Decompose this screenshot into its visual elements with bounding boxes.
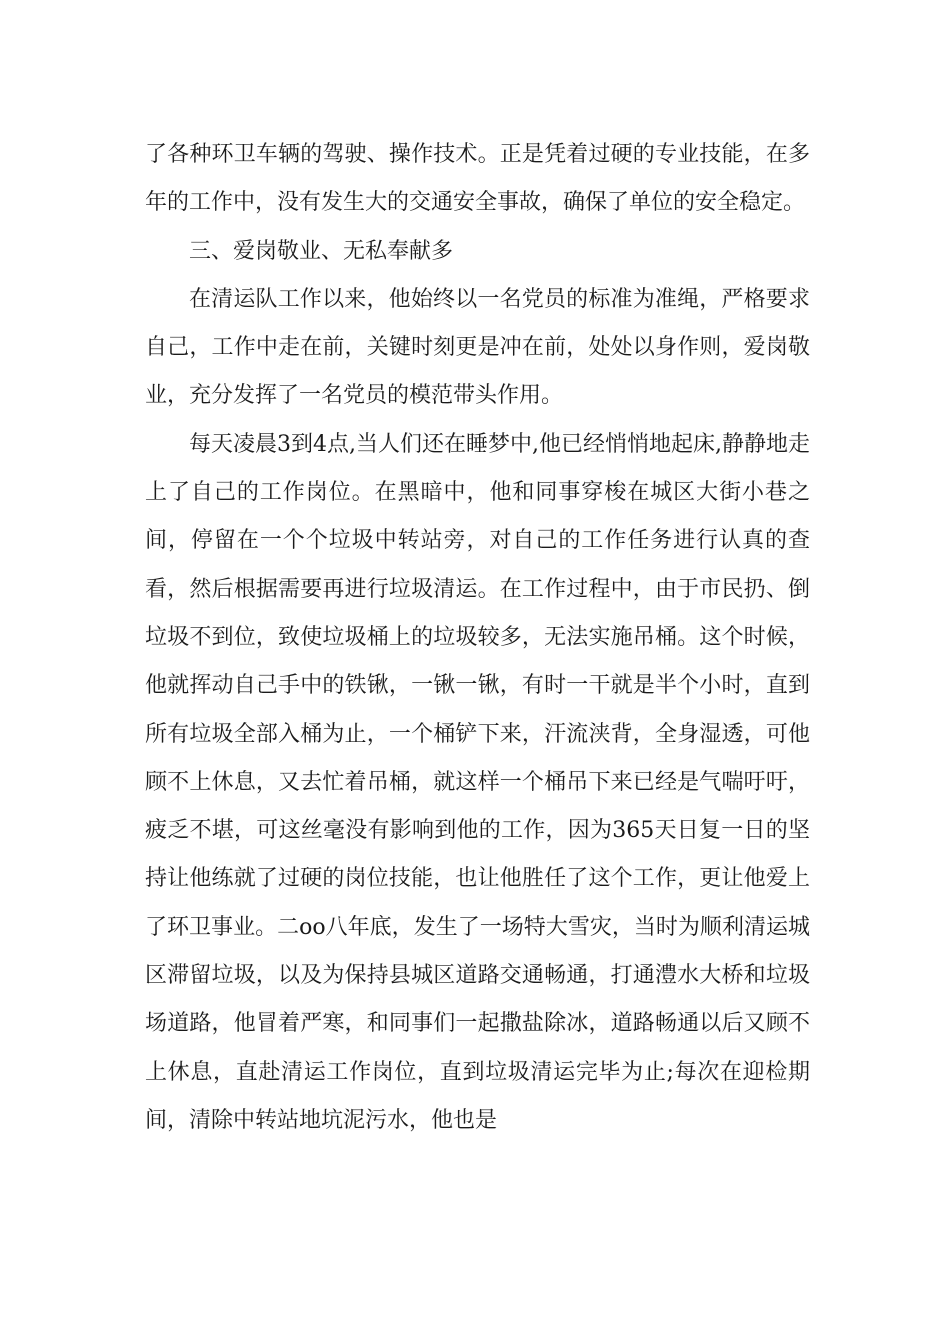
paragraph-continuation: 了各种环卫车辆的驾驶、操作技术。正是凭着过硬的专业技能，在多年的工作中，没有发生大的交通安全事故，确保了单位的安全稳定。 xyxy=(145,142,810,216)
section-heading: 三、爱岗敬业、无私奉献多 xyxy=(189,238,454,264)
paragraph-daily-work: 每天凌晨3到4点,当人们还在睡梦中,他已经悄悄地起床,静静地走上了自己的工作岗位。在黑暗中，他和同事穿梭在城区大街小巷之间，停留在一个个垃圾中转站旁，对自己的工作任务进行认真的查看，然后根据需要再进行垃圾清运。在工作过程中，由于市民扔、倒垃圾不到位，致使垃圾桶上的垃圾较多，无法实施吊桶。这个时候，他就挥动自己手中的铁锹，一锹一锹，有时一干就是半个小时，直到所有垃圾全部入桶为止，一个桶铲下来，汗流浃背，全身湿透，可他顾不上休息，又去忙着吊桶，就这样一个桶吊下来已经是气喘吁吁，疲乏不堪，可这丝毫没有影响到他的工作，因为365天日复一日的坚持让他练就了过硬的岗位技能，也让他胜任了这个工作，更让他爱上了环卫事业。二oo八年底，发生了一场特大雪灾，当时为顺利清运城区滞留垃圾，以及为保持县城区道路交通畅通，打通澧水大桥和垃圾场道路，他冒着严寒，和同事们一起撒盐除冰，道路畅通以后又顾不上休息，直赴清运工作岗位，直到垃圾清运完毕为止;每次在迎检期间，清除中转站地坑泥污水，他也是 xyxy=(145,431,810,1133)
document-body xyxy=(145,131,810,1145)
paragraph-party-member: 在清运队工作以来，他始终以一名党员的标准为准绳，严格要求自己，工作中走在前，关键时刻更是冲在前，处处以身作则，爱岗敬业，充分发挥了一名党员的模范带头作用。 xyxy=(145,286,810,409)
